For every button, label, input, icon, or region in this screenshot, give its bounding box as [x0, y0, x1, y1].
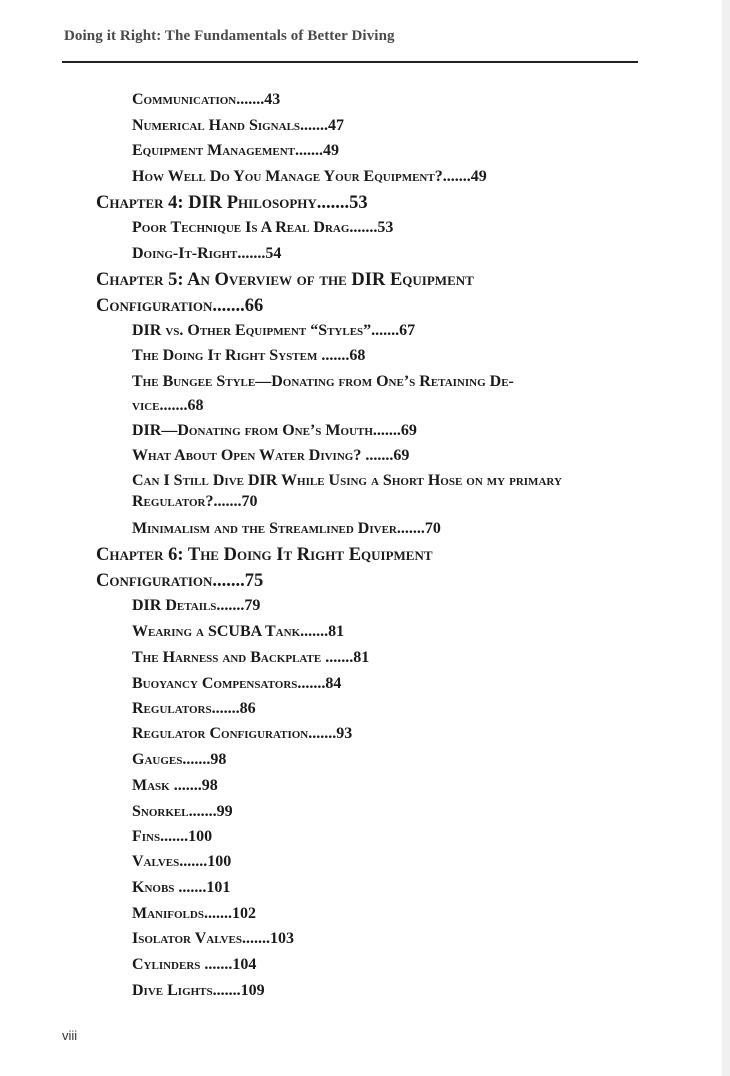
toc-section-entry: Snorkel.......99	[132, 803, 233, 820]
toc-section-entry: Communication.......43	[132, 91, 281, 108]
toc-section-entry: Regulator Configuration.......93	[132, 725, 353, 742]
toc-chapter-entry: Chapter 4: DIR Philosophy.......53	[96, 193, 368, 213]
toc-section-entry: DIR Details.......79	[132, 597, 261, 614]
toc-section-entry: Can I Still Dive DIR While Using a Short Hose on my primary	[132, 472, 562, 489]
toc-section-entry: The Doing It Right System .......68	[132, 347, 366, 364]
toc-chapter-entry: Chapter 6: The Doing It Right Equipment	[96, 545, 433, 565]
toc-section-entry: DIR vs. Other Equipment “Styles”.......67	[132, 322, 416, 339]
toc-section-entry: Regulator?.......70	[132, 493, 258, 510]
toc-section-entry: How Well Do You Manage Your Equipment?.......49	[132, 168, 487, 185]
page-edge-shadow	[722, 0, 730, 1076]
toc-section-entry: Cylinders .......104	[132, 956, 257, 973]
toc-section-entry: DIR—Donating from One’s Mouth.......69	[132, 422, 417, 439]
toc-section-entry: Valves.......100	[132, 853, 232, 870]
toc-section-entry: Poor Technique Is A Real Drag.......53	[132, 219, 394, 236]
toc-section-entry: Buoyancy Compensators.......84	[132, 675, 342, 692]
toc-section-entry: Knobs .......101	[132, 879, 231, 896]
toc-section-entry: Regulators.......86	[132, 700, 256, 717]
running-head: Doing it Right: The Fundamentals of Better Diving	[64, 28, 395, 44]
toc-section-entry: Mask .......98	[132, 777, 218, 794]
toc-section-entry: Manifolds.......102	[132, 905, 256, 922]
toc-section-entry: Equipment Management.......49	[132, 142, 339, 159]
toc-chapter-entry: Configuration.......66	[96, 296, 264, 316]
toc-section-entry: Wearing a SCUBA Tank.......81	[132, 623, 345, 640]
toc-section-entry: What About Open Water Diving? .......69	[132, 447, 410, 464]
toc-section-entry: The Harness and Backplate .......81	[132, 649, 370, 666]
toc-section-entry: The Bungee Style—Donating from One’s Retaining De-	[132, 373, 514, 390]
toc-section-entry: Numerical Hand Signals.......47	[132, 117, 345, 134]
toc-section-entry: Gauges.......98	[132, 751, 227, 768]
page-number: viii	[62, 1028, 78, 1043]
toc-section-entry: Minimalism and the Streamlined Diver.......70	[132, 520, 441, 537]
toc-chapter-entry: Chapter 5: An Overview of the DIR Equipment	[96, 270, 474, 290]
toc-section-entry: Fins.......100	[132, 828, 213, 845]
toc-section-entry: vice.......68	[132, 397, 204, 414]
toc-section-entry: Dive Lights.......109	[132, 982, 265, 999]
toc-section-entry: Doing-It-Right.......54	[132, 245, 282, 262]
toc-section-entry: Isolator Valves.......103	[132, 930, 294, 947]
header-rule	[62, 61, 638, 63]
toc-chapter-entry: Configuration.......75	[96, 571, 264, 591]
